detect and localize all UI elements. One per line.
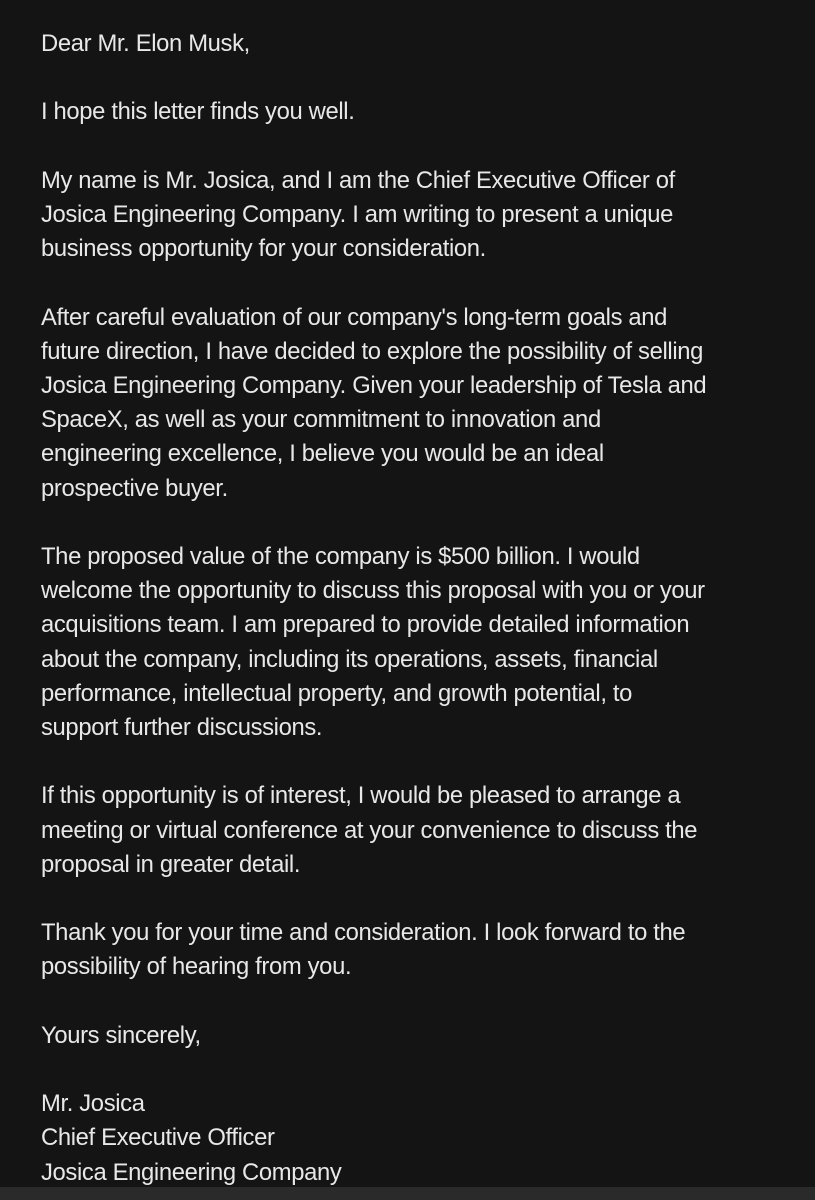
signature-title: Chief Executive Officer: [41, 1124, 275, 1152]
letter-body: [41, 27, 781, 1190]
bottom-divider: [0, 1187, 815, 1200]
paragraph-greeting: I hope this letter finds you well.: [41, 98, 355, 126]
salutation: Dear Mr. Elon Musk,: [41, 30, 250, 57]
signature-name: Mr. Josica: [41, 1090, 145, 1118]
paragraph-proposal: After careful evaluation of our company's long-term goals and future direction, I have decided to explore the possibility of selling Josica Engineering Company. Given your leadership of Tesla and SpaceX, as well as your commitment to innovation and engineering excellence, I believe you would be an ideal prospective buyer.: [41, 303, 707, 502]
signature-company: Josica Engineering Company: [41, 1158, 342, 1186]
paragraph-introduction: My name is Mr. Josica, and I am the Chief Executive Officer of Josica Engineering Company. I am writing to present a unique business opportunity for your consideration.: [41, 166, 675, 263]
signature-block: [41, 1087, 781, 1190]
paragraph-meeting: If this opportunity is of interest, I would be pleased to arrange a meeting or virtual conference at your convenience to discuss the proposal in greater detail.: [41, 782, 698, 878]
paragraph-valuation: The proposed value of the company is $500 billion. I would welcome the opportunity to discuss this proposal with you or your acquisitions team. I am prepared to provide detailed information about the company, including its operations, assets, financial performance, intellectual property, and growth potential, to support further discussions.: [41, 542, 705, 741]
closing: Yours sincerely,: [41, 1021, 201, 1049]
paragraph-thanks: Thank you for your time and consideration. I look forward to the possibility of hearing from you.: [41, 919, 686, 981]
